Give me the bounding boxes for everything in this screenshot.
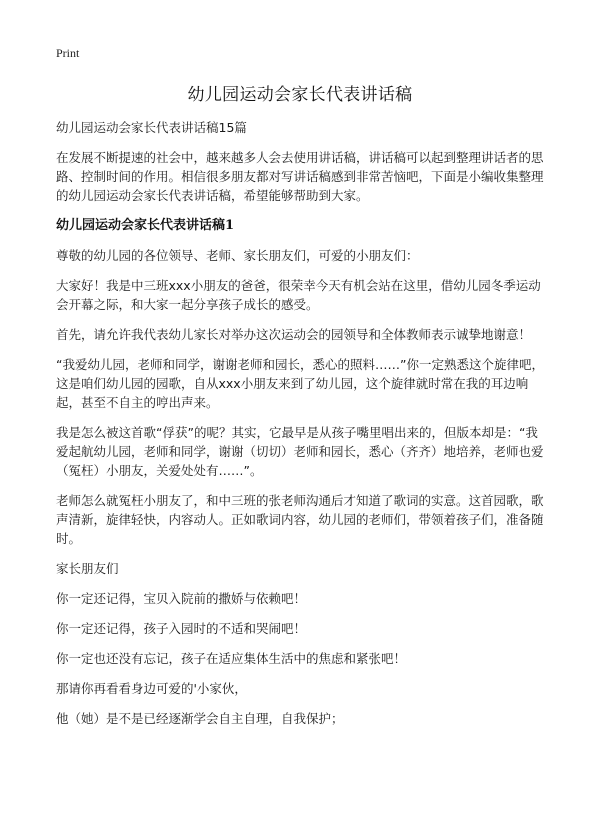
document-body [56,118,546,739]
paragraph-song-version: 我是怎么被这首歌“俘获”的呢？其实，它最早是从孩子嘴里唱出来的，但版本却是：“我爱起航幼儿园，老师和同学，谢谢（切切）老师和园长，悉心（齐齐）地培养，老师也爱（冤枉）小朋友，关爱处处有……”。 [56,425,544,478]
paragraph-look-around: 那请你再看看身边可爱的'小家伙， [56,681,247,696]
paragraph-greeting: 尊敬的幼儿园的各位领导、老师、家长朋友们，可爱的小朋友们： [56,248,419,263]
section-heading: 幼儿园运动会家长代表讲话稿1 [56,218,235,233]
paragraph-school-song: “我爱幼儿园，老师和同学，谢谢老师和园长，悉心的照料……”你一定熟悉这个旋律吧，这是咱们幼儿园的园歌，自从xxx小朋友来到了幼儿园，这个旋律就时常在我的耳边响起，甚至不自主的哼出声来。 [56,357,544,410]
paragraph-lyrics-meaning: 老师怎么就冤枉小朋友了，和中三班的张老师沟通后才知道了歌词的实意。这首园歌，歌声清新，旋律轻快，内容动人。正如歌词内容，幼儿园的老师们，带领着孩子们，准备随时。 [56,493,544,546]
intro-paragraph: 在发展不断提速的社会中，越来越多人会去使用讲话稿，讲话稿可以起到整理讲话者的思路、控制时间的作用。相信很多朋友都对写讲话稿感到非常苦恼吧，下面是小编收集整理的幼儿园运动会家长代表讲话稿，希望能够帮助到大家。 [56,150,544,203]
paragraph-remember-1: 你一定还记得，宝贝入院前的撒娇与依赖吧！ [56,591,307,606]
paragraph-remember-3: 你一定也还没有忘记，孩子在适应集体生活中的焦虑和紧张吧！ [56,651,407,666]
paragraph-parents-address: 家长朋友们 [56,561,119,576]
paragraph-remember-2: 你一定还记得，孩子入园时的不适和哭闹吧！ [56,621,307,636]
paragraph-thanks: 首先，请允许我代表幼儿家长对举办这次运动会的园领导和全体教师表示诚挚地谢意！ [56,327,532,342]
print-label: Print [56,46,80,60]
document-title: 幼儿园运动会家长代表讲话稿 [187,85,413,105]
paragraph-self-care: 他（她）是不是已经逐渐学会自主自理，自我保护； [56,711,344,726]
paragraph-introduction: 大家好！我是中三班xxx小朋友的爸爸，很荣幸今天有机会站在这里，借幼儿园冬季运动会开幕之际，和大家一起分享孩子成长的感受。 [56,278,541,312]
document-subtitle: 幼儿园运动会家长代表讲话稿15篇 [56,120,247,135]
